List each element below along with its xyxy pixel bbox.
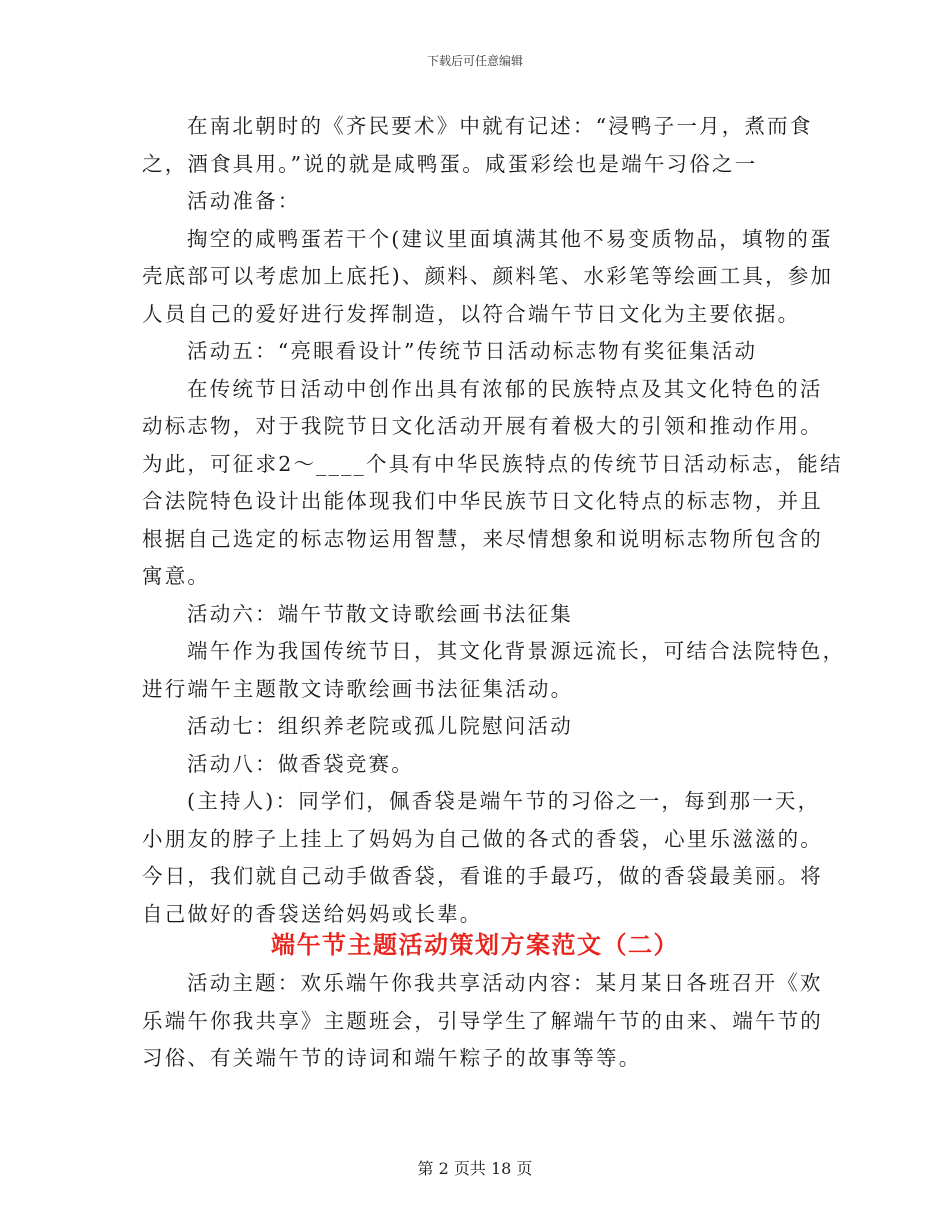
- document-body-2: [142, 965, 823, 1078]
- text-line: 活动六：端午节散文诗歌绘画书法征集: [187, 601, 573, 626]
- text-line: 根据自己选定的标志物运用智慧，来尽情想象和说明标志物所包含的: [142, 526, 823, 551]
- text-line: 壳底部可以考虑加上底托)、颜料、颜料笔、水彩笔等绘画工具，参加: [142, 264, 834, 288]
- page-footer: 第 2 页共 18 页: [417, 1159, 533, 1178]
- text-line: 活动准备：: [187, 189, 301, 213]
- text-line: 活动五：“亮眼看设计”传统节日活动标志物有奖征集活动: [187, 339, 758, 363]
- text-line: 端午作为我国传统节日，其文化背景源远流长，可结合法院特色，: [187, 639, 846, 663]
- text-line: 今日，我们就自己动手做香袋，看谁的手最巧，做的香袋最美丽。将: [142, 864, 823, 888]
- text-line: 动标志物，对于我院节日文化活动开展有着极大的引领和推动作用。: [142, 414, 823, 438]
- text-line: 活动八：做香袋竞赛。: [187, 751, 414, 776]
- text-line: (主持人)：同学们，佩香袋是端午节的习俗之一，每到那一天，: [187, 789, 821, 813]
- section-heading: 端午节主题活动策划方案范文（二）: [271, 930, 679, 959]
- page-header: 下载后可任意编辑: [426, 54, 523, 68]
- text-line: 自己做好的香袋送给妈妈或长辈。: [142, 901, 483, 926]
- text-line: 为此，可征求2～____个具有中华民族特点的传统节日活动标志，能结: [142, 451, 843, 476]
- text-line: 活动七：组织养老院或孤儿院慰问活动: [187, 714, 573, 738]
- text-line: 在传统节日活动中创作出具有浓郁的民族特点及其文化特色的活: [187, 376, 823, 401]
- text-line: 在南北朝时的《齐民要术》中就有记述：“浸鸭子一月，煮而食: [187, 114, 813, 138]
- text-line: 合法院特色设计出能体现我们中华民族节日文化特点的标志物，并且: [142, 489, 823, 513]
- text-line: 乐端午你我共享》主题班会，引导学生了解端午节的由来、端午节的: [142, 1008, 823, 1033]
- text-line: 之，酒食具用。”说的就是咸鸭蛋。咸蛋彩绘也是端午习俗之一: [142, 151, 758, 176]
- text-line: 人员自己的爱好进行发挥制造，以符合端午节日文化为主要依据。: [142, 301, 801, 326]
- text-line: 寓意。: [142, 564, 211, 588]
- text-line: 小朋友的脖子上挂上了妈妈为自己做的各式的香袋，心里乐滋滋的。: [142, 826, 823, 851]
- document-body: [142, 108, 846, 933]
- text-line: 习俗、有关端午节的诗词和端午粽子的故事等等。: [142, 1046, 642, 1070]
- text-line: 进行端午主题散文诗歌绘画书法征集活动。: [142, 676, 574, 701]
- text-line: 掏空的咸鸭蛋若干个(建议里面填满其他不易变质物品，填物的蛋: [187, 226, 833, 251]
- text-line: 活动主题：欢乐端午你我共享活动内容：某月某日各班召开《欢: [187, 971, 823, 995]
